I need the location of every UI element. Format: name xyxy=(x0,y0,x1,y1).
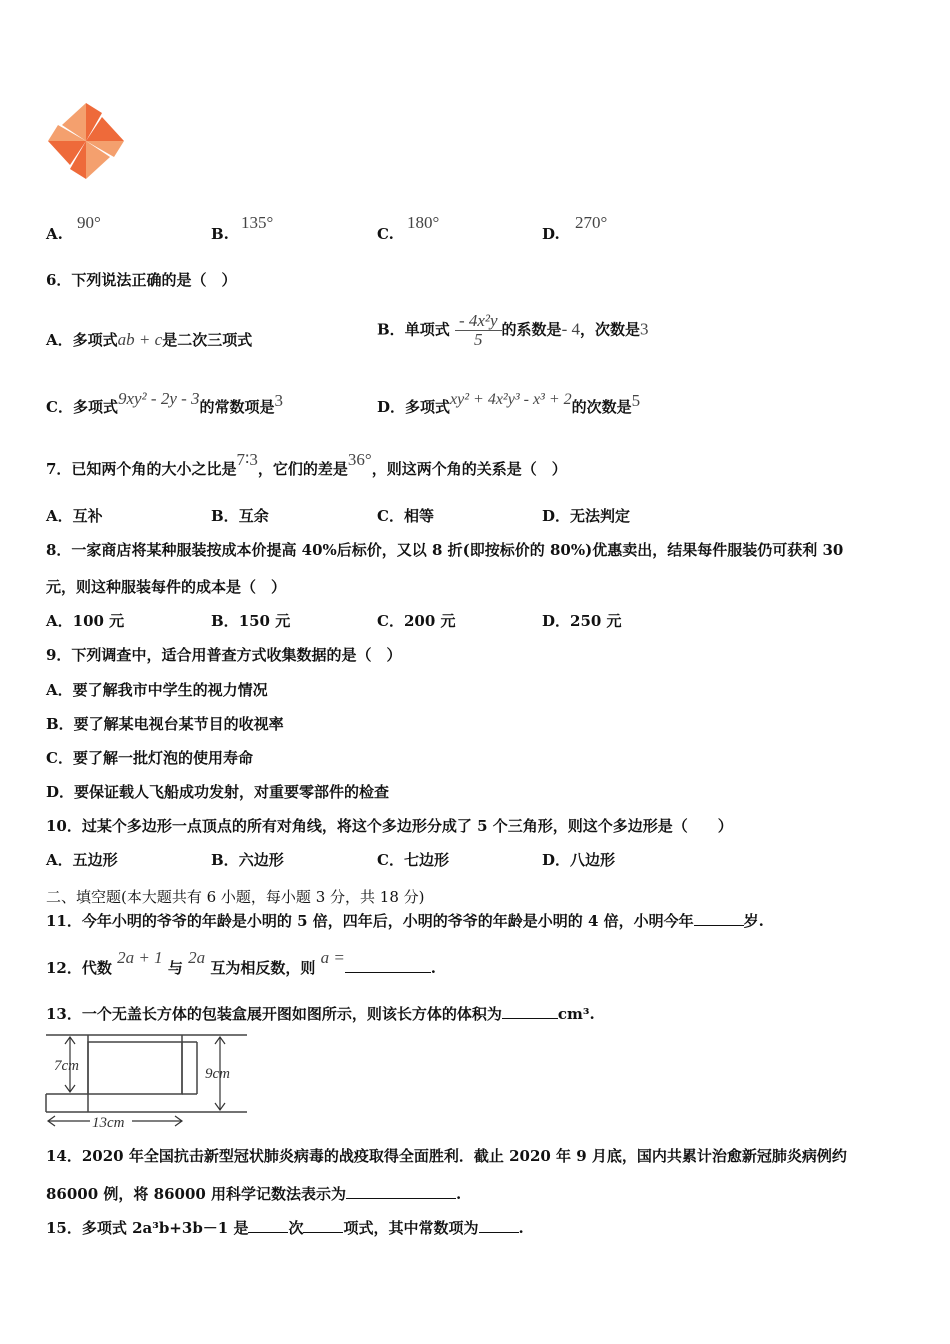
section-heading: 二、填空题(本大题共有 6 小题，每小题 3 分，共 18 分) xyxy=(46,888,425,906)
stem-text: 11．今年小明的爷爷的年龄是小明的 5 倍，四年后，小明的爷爷的年龄是小明的 4 倍，小明今年 xyxy=(46,912,694,930)
stem-text: 互为相反数，则 xyxy=(210,959,316,977)
option-text: 的次数是 xyxy=(571,398,632,416)
box-net-figure xyxy=(42,1032,252,1132)
q10-option-c[interactable] xyxy=(377,851,449,869)
answer-blank[interactable] xyxy=(345,958,431,973)
pinwheel-figure xyxy=(40,95,132,187)
q12-stem xyxy=(46,948,437,977)
q7-option-c[interactable] xyxy=(377,507,434,525)
q8-option-d[interactable] xyxy=(542,612,622,630)
q6-stem: 6．下列说法正确的是（ ） xyxy=(46,271,237,289)
q5-option-b[interactable] xyxy=(211,225,229,243)
option-text: 250 元 xyxy=(570,612,622,630)
q7-option-a[interactable] xyxy=(46,507,103,525)
math-expr: 2a xyxy=(188,948,206,967)
option-letter: B． xyxy=(211,851,239,869)
q8-option-a[interactable] xyxy=(46,612,124,630)
height-label: 7cm xyxy=(54,1058,79,1074)
q15-stem xyxy=(46,1218,524,1237)
stem-text: 15．多项式 2a³b+3b－1 是 xyxy=(46,1219,249,1237)
option-text: 单项式 xyxy=(404,320,450,339)
stem-text: 7．已知两个角的大小之比是 xyxy=(46,460,237,478)
q6-option-c[interactable] xyxy=(46,389,284,416)
option-letter: B. xyxy=(211,225,229,243)
q8-option-b[interactable] xyxy=(211,612,290,630)
math-expr: 3 xyxy=(640,319,649,339)
q5-option-d[interactable] xyxy=(542,225,560,243)
answer-blank[interactable] xyxy=(303,1218,343,1233)
option-letter: B． xyxy=(211,507,239,525)
answer-blank[interactable] xyxy=(694,911,744,926)
q5-option-c-value: 180° xyxy=(407,213,440,232)
q5-option-b-value: 135° xyxy=(241,213,274,232)
stem-text: 与 xyxy=(167,959,183,977)
option-letter: A. xyxy=(46,225,63,243)
q14-stem-line2 xyxy=(46,1184,461,1203)
option-text: 200 元 xyxy=(403,612,456,630)
option-text: 七边形 xyxy=(403,851,449,869)
math-expr: 5 xyxy=(631,391,641,410)
q14-stem-line1: 14．2020 年全国抗击新型冠状肺炎病毒的战疫取得全面胜利．截止 2020 年 9 月底，国内共累计治愈新冠肺炎病例约 xyxy=(46,1147,847,1165)
option-letter: C． xyxy=(46,398,73,416)
answer-blank[interactable] xyxy=(248,1218,288,1233)
stem-text: ，则这两个角的关系是（ ） xyxy=(371,460,567,478)
math-expr: a = xyxy=(320,948,345,967)
stem-text: 13．一个无盖长方体的包装盒展开图如图所示，则该长方体的体积为 xyxy=(46,1005,502,1023)
q5-option-c[interactable] xyxy=(377,225,394,243)
option-letter: C． xyxy=(377,612,404,630)
stem-text: 86000 例，将 86000 用科学记数法表示为 xyxy=(46,1185,347,1203)
option-text: 八边形 xyxy=(570,851,616,869)
answer-blank[interactable] xyxy=(502,1004,558,1019)
math-expr: 9xy² - 2y - 3 xyxy=(117,389,200,408)
option-text: 五边形 xyxy=(72,851,118,869)
option-letter: D． xyxy=(377,398,406,416)
stem-text: . xyxy=(456,1185,462,1203)
q7-option-b[interactable] xyxy=(211,507,269,525)
q10-stem: 10．过某个多边形一点顶点的所有对角线，将这个多边形分成了 5 个三角形，则这个多边形是（ ） xyxy=(46,817,733,835)
option-letter: C． xyxy=(377,851,404,869)
math-expr: 3 xyxy=(274,391,284,410)
math-expr: 7∶3 xyxy=(236,450,258,469)
q10-option-a[interactable] xyxy=(46,851,118,869)
q7-stem xyxy=(46,450,567,478)
stem-text: 12．代数 xyxy=(46,959,112,977)
option-letter: B． xyxy=(377,320,405,339)
pinwheel-blades xyxy=(48,103,124,179)
q5-option-a[interactable] xyxy=(46,225,63,243)
option-text: 150 元 xyxy=(238,612,291,630)
stem-text: . xyxy=(430,959,437,977)
stem-text: . xyxy=(518,1219,524,1237)
option-letter: A． xyxy=(46,331,73,349)
q7-option-d[interactable] xyxy=(542,507,630,525)
q9-option-d[interactable]: D．要保证载人飞船成功发射，对重要零部件的检查 xyxy=(46,783,390,801)
option-letter: A． xyxy=(46,507,73,525)
bottom-label: 13cm xyxy=(92,1115,125,1131)
stem-text: cm³. xyxy=(557,1005,595,1023)
option-text: 100 元 xyxy=(72,612,125,630)
q11-stem xyxy=(46,911,764,930)
option-text: 多项式 xyxy=(405,398,451,416)
answer-blank[interactable] xyxy=(346,1184,456,1199)
q13-stem xyxy=(46,1004,595,1023)
option-letter: D． xyxy=(542,612,571,630)
fraction-denominator: 5 xyxy=(473,330,483,349)
q5-option-a-value: 90° xyxy=(77,213,101,232)
math-expr: ab + c xyxy=(117,330,163,349)
q6-option-d[interactable] xyxy=(377,391,641,417)
q6-option-a[interactable] xyxy=(46,331,252,349)
q8-option-c[interactable] xyxy=(377,612,456,630)
option-letter: C． xyxy=(377,507,404,525)
q9-option-a[interactable]: A．要了解我市中学生的视力情况 xyxy=(46,681,268,699)
option-text: 互补 xyxy=(72,507,103,525)
option-text: 相等 xyxy=(403,507,434,525)
option-text: 是二次三项式 xyxy=(162,331,253,349)
option-text: 无法判定 xyxy=(570,507,631,525)
option-letter: D． xyxy=(542,851,571,869)
option-text: 互余 xyxy=(238,507,269,525)
option-text: ，次数是 xyxy=(579,320,640,339)
stem-text: 岁. xyxy=(743,912,764,930)
q9-stem: 9．下列调查中，适合用普查方式收集数据的是（ ） xyxy=(46,646,402,664)
stem-text: ，它们的差是 xyxy=(257,460,348,478)
math-expr: - 4 xyxy=(561,319,580,339)
option-text: 多项式 xyxy=(72,331,118,349)
q8-stem-line1: 8．一家商店将某种服装按成本价提高 40%后标价，又以 8 折(即按标价的 80%)优惠卖出，结果每件服装仍可获利 30 xyxy=(46,541,844,559)
option-text: 六边形 xyxy=(238,851,284,869)
option-text: 多项式 xyxy=(72,398,118,416)
option-letter: A． xyxy=(46,612,73,630)
q5-option-d-value: 270° xyxy=(575,213,608,232)
q8-stem-line2: 元，则这种服装每件的成本是（ ） xyxy=(46,578,287,596)
q6-option-b[interactable] xyxy=(377,312,649,349)
math-expr: xy² + 4x²y³ - x³ + 2 xyxy=(450,391,572,408)
option-letter: B． xyxy=(211,612,239,630)
right-label: 9cm xyxy=(205,1066,230,1082)
option-letter: D． xyxy=(542,507,571,525)
option-text: 的系数是 xyxy=(501,320,562,339)
option-letter: D. xyxy=(542,225,560,243)
q10-option-b[interactable] xyxy=(211,851,284,869)
option-letter: C. xyxy=(377,225,394,243)
option-text: 的常数项是 xyxy=(199,398,275,416)
answer-blank[interactable] xyxy=(479,1218,519,1233)
math-expr: 2a + 1 xyxy=(117,948,163,967)
option-letter: A． xyxy=(46,851,73,869)
q10-option-d[interactable] xyxy=(542,851,615,869)
fraction xyxy=(455,312,502,349)
q9-option-b[interactable]: B．要了解某电视台某节目的收视率 xyxy=(46,715,284,733)
math-expr: 36° xyxy=(347,450,372,469)
stem-text: 项式，其中常数项为 xyxy=(343,1219,479,1237)
q9-option-c[interactable]: C．要了解一批灯泡的使用寿命 xyxy=(46,749,253,767)
stem-text: 次 xyxy=(288,1219,304,1237)
fraction-numerator: - 4x²y xyxy=(455,312,502,331)
